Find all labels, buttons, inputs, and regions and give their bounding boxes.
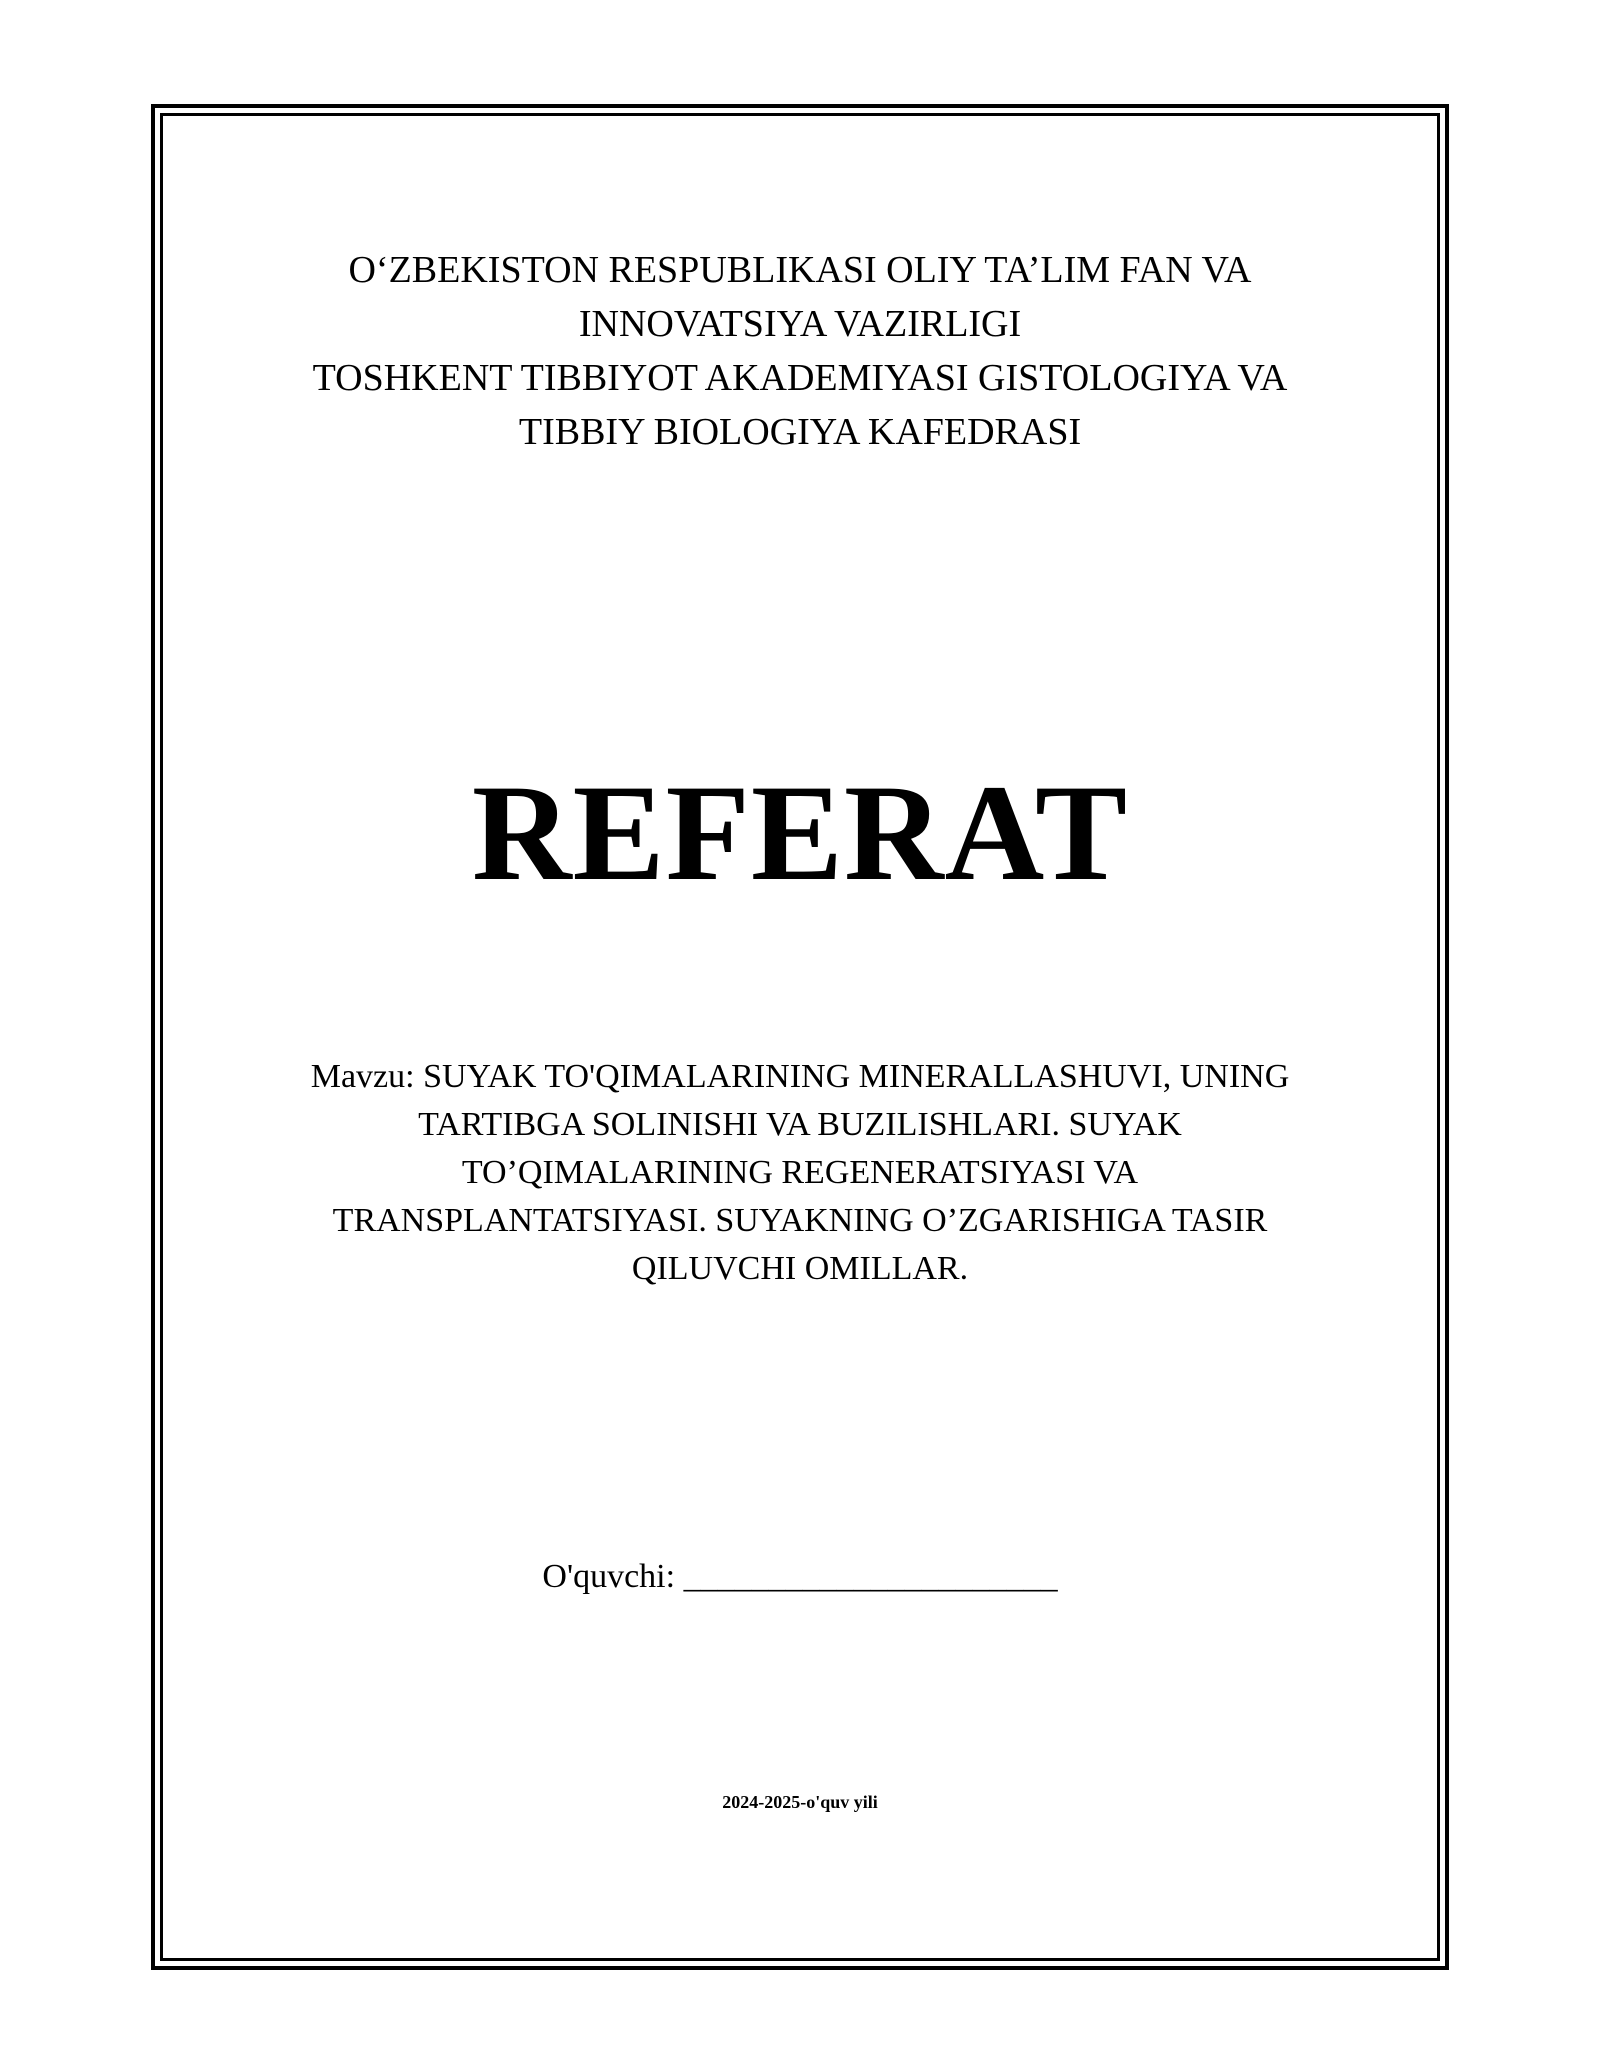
topic-line: Mavzu: SUYAK TO'QIMALARINING MINERALLASHUVI, UNING — [310, 1058, 1290, 1095]
student-name-line: O'quvchi: ______________________ — [542, 1558, 1058, 1595]
header-line: TOSHKENT TIBBIYOT AKADEMIYASI GISTOLOGIYA VA — [312, 357, 1288, 399]
institution-header — [160, 243, 1440, 459]
header-line: O‘ZBEKISTON RESPUBLIKASI OLIY TA’LIM FAN VA — [348, 249, 1252, 291]
cover-page — [160, 113, 1440, 1961]
topic-line: TARTIBGA SOLINISHI VA BUZILISHLARI. SUYAK — [418, 1106, 1182, 1143]
header-line: INNOVATSIYA VAZIRLIGI — [578, 303, 1022, 345]
topic-line: TO’QIMALARINING REGENERATSIYASI VA — [461, 1154, 1139, 1191]
academic-year: 2024-2025-o'quv yili — [722, 1792, 878, 1812]
topic-line: QILUVCHI OMILLAR. — [631, 1250, 969, 1287]
document-title: REFERAT — [471, 756, 1129, 909]
header-line: TIBBIY BIOLOGIYA KAFEDRASI — [518, 411, 1082, 453]
topic-line: TRANSPLANTATSIYASI. SUYAKNING O’ZGARISHIGA TASIR — [332, 1202, 1268, 1239]
topic-block — [240, 1053, 1360, 1293]
